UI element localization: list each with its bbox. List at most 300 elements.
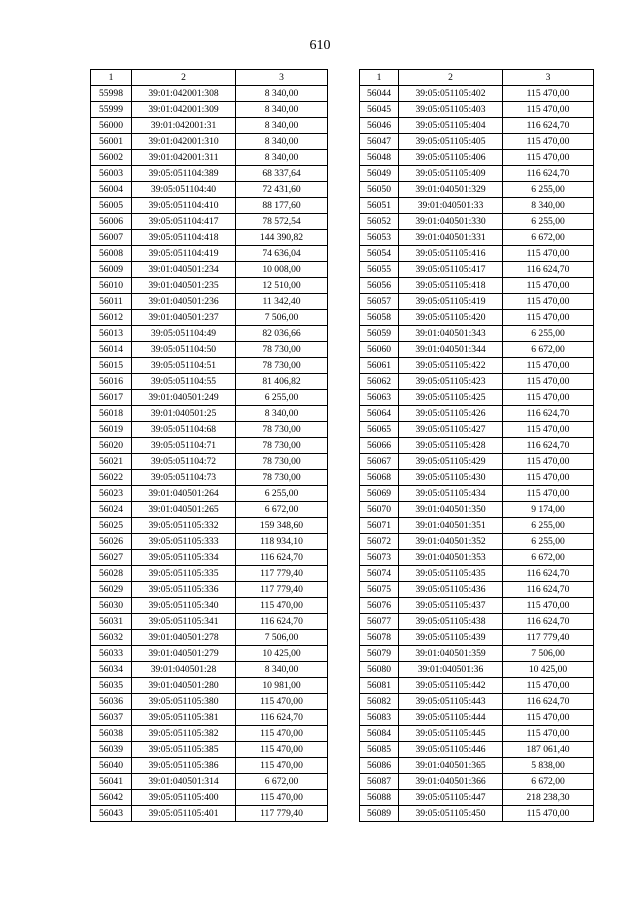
table-row [91,470,328,486]
table-row [360,470,594,486]
cadastral-number: 39:05:051105:422 [399,358,503,374]
cadastral-value: 117 779,40 [236,566,328,582]
cadastral-value: 115 470,00 [503,470,594,486]
cadastral-number: 39:05:051105:423 [399,374,503,390]
table-row [91,374,328,390]
cadastral-number: 39:05:051105:438 [399,614,503,630]
cadastral-number: 39:05:051105:443 [399,694,503,710]
table-row [91,678,328,694]
table-row [91,534,328,550]
row-number: 56087 [360,774,399,790]
cadastral-value: 115 470,00 [503,374,594,390]
column-header-1: 1 [91,70,132,86]
row-number: 55998 [91,86,132,102]
table-row [360,278,594,294]
table-row [360,502,594,518]
row-number: 56038 [91,726,132,742]
cadastral-number: 39:01:040501:350 [399,502,503,518]
row-number: 56071 [360,518,399,534]
table-row [360,678,594,694]
row-number: 56048 [360,150,399,166]
cadastral-value: 159 348,60 [236,518,328,534]
cadastral-value: 88 177,60 [236,198,328,214]
cadastral-value: 115 470,00 [503,806,594,822]
table-row [91,598,328,614]
table-row [360,646,594,662]
cadastral-number: 39:05:051105:385 [132,742,236,758]
table-row [360,550,594,566]
row-number: 56076 [360,598,399,614]
table-row [91,502,328,518]
cadastral-value: 116 624,70 [503,406,594,422]
row-number: 56062 [360,374,399,390]
table-row [91,790,328,806]
table-row [91,438,328,454]
cadastral-number: 39:05:051105:437 [399,598,503,614]
cadastral-number: 39:05:051105:332 [132,518,236,534]
cadastral-value: 115 470,00 [503,422,594,438]
table-row [91,726,328,742]
cadastral-number: 39:01:042001:308 [132,86,236,102]
cadastral-number: 39:01:040501:331 [399,230,503,246]
cadastral-number: 39:01:042001:310 [132,134,236,150]
table-row [91,294,328,310]
cadastral-number: 39:01:040501:353 [399,550,503,566]
cadastral-value: 118 934,10 [236,534,328,550]
cadastral-value: 115 470,00 [236,758,328,774]
table-row [360,406,594,422]
cadastral-number: 39:05:051105:335 [132,566,236,582]
cadastral-value: 115 470,00 [503,294,594,310]
row-number: 56015 [91,358,132,374]
row-number: 56032 [91,630,132,646]
row-number: 56045 [360,102,399,118]
table-row [360,774,594,790]
cadastral-value: 218 238,30 [503,790,594,806]
table-row [360,518,594,534]
table-row [91,86,328,102]
row-number: 56047 [360,134,399,150]
cadastral-number: 39:01:040501:28 [132,662,236,678]
cadastral-value: 78 730,00 [236,422,328,438]
cadastral-number: 39:05:051105:417 [399,262,503,278]
row-number: 56068 [360,470,399,486]
table-row [91,390,328,406]
row-number: 56003 [91,166,132,182]
cadastral-value: 115 470,00 [503,454,594,470]
cadastral-number: 39:05:051105:418 [399,278,503,294]
cadastral-value: 78 730,00 [236,454,328,470]
table-row [91,262,328,278]
row-number: 56005 [91,198,132,214]
cadastral-number: 39:05:051104:40 [132,182,236,198]
cadastral-value: 115 470,00 [503,150,594,166]
cadastral-number: 39:01:042001:31 [132,118,236,134]
cadastral-value: 78 730,00 [236,342,328,358]
table-row [91,102,328,118]
cadastral-value: 10 425,00 [503,662,594,678]
cadastral-number: 39:01:040501:330 [399,214,503,230]
cadastral-value: 115 470,00 [503,278,594,294]
row-number: 56028 [91,566,132,582]
row-number: 56002 [91,150,132,166]
table-header-row [360,70,594,86]
cadastral-number: 39:01:040501:344 [399,342,503,358]
cadastral-number: 39:05:051105:334 [132,550,236,566]
cadastral-value: 115 470,00 [236,598,328,614]
table-row [360,134,594,150]
row-number: 56065 [360,422,399,438]
row-number: 56037 [91,710,132,726]
table-row [360,758,594,774]
cadastral-number: 39:05:051105:450 [399,806,503,822]
row-number: 56020 [91,438,132,454]
cadastral-value: 6 255,00 [503,534,594,550]
row-number: 56039 [91,742,132,758]
cadastral-value: 117 779,40 [236,582,328,598]
cadastral-value: 6 672,00 [503,774,594,790]
row-number: 56024 [91,502,132,518]
cadastral-value: 115 470,00 [503,598,594,614]
cadastral-value: 115 470,00 [503,390,594,406]
table-row [360,806,594,822]
table-row [360,582,594,598]
table-row [360,294,594,310]
cadastral-value: 187 061,40 [503,742,594,758]
row-number: 56006 [91,214,132,230]
row-number: 56053 [360,230,399,246]
cadastral-number: 39:05:051105:409 [399,166,503,182]
cadastral-value: 115 470,00 [503,310,594,326]
cadastral-value: 116 624,70 [503,566,594,582]
cadastral-number: 39:01:040501:359 [399,646,503,662]
table-row [91,230,328,246]
cadastral-number: 39:05:051105:434 [399,486,503,502]
cadastral-number: 39:05:051104:419 [132,246,236,262]
cadastral-value: 116 624,70 [503,166,594,182]
row-number: 56073 [360,550,399,566]
table-row [360,726,594,742]
row-number: 56089 [360,806,399,822]
row-number: 56084 [360,726,399,742]
cadastral-number: 39:05:051105:426 [399,406,503,422]
row-number: 56088 [360,790,399,806]
table-row [360,454,594,470]
cadastral-number: 39:05:051105:336 [132,582,236,598]
row-number: 56013 [91,326,132,342]
row-number: 56036 [91,694,132,710]
table-row [360,534,594,550]
cadastral-value: 116 624,70 [503,118,594,134]
table-row [91,454,328,470]
cadastral-number: 39:05:051105:404 [399,118,503,134]
cadastral-number: 39:05:051105:400 [132,790,236,806]
table-row [91,646,328,662]
table-row [360,214,594,230]
cadastral-number: 39:05:051105:416 [399,246,503,262]
table-row [91,150,328,166]
cadastral-value: 7 506,00 [503,646,594,662]
table-row [91,694,328,710]
cadastral-value: 9 174,00 [503,502,594,518]
cadastral-value: 115 470,00 [236,790,328,806]
row-number: 56080 [360,662,399,678]
cadastral-number: 39:01:040501:237 [132,310,236,326]
table-row [91,566,328,582]
row-number: 56083 [360,710,399,726]
row-number: 56058 [360,310,399,326]
cadastral-number: 39:01:040501:329 [399,182,503,198]
cadastral-value: 78 572,54 [236,214,328,230]
row-number: 56009 [91,262,132,278]
cadastral-value: 144 390,82 [236,230,328,246]
cadastral-value: 116 624,70 [236,710,328,726]
table-row [91,358,328,374]
cadastral-value: 6 255,00 [503,182,594,198]
cadastral-value: 115 470,00 [503,358,594,374]
table-row [360,230,594,246]
cadastral-number: 39:05:051105:403 [399,102,503,118]
cadastral-value: 116 624,70 [503,438,594,454]
table-row [360,422,594,438]
row-number: 56007 [91,230,132,246]
row-number: 56078 [360,630,399,646]
cadastral-number: 39:05:051104:51 [132,358,236,374]
table-row [91,582,328,598]
cadastral-number: 39:05:051105:401 [132,806,236,822]
registry-table-right [359,69,594,822]
row-number: 56054 [360,246,399,262]
row-number: 56010 [91,278,132,294]
row-number: 56030 [91,598,132,614]
table-row [360,246,594,262]
cadastral-value: 116 624,70 [503,694,594,710]
table-row [91,310,328,326]
cadastral-number: 39:05:051105:444 [399,710,503,726]
cadastral-number: 39:05:051104:389 [132,166,236,182]
cadastral-number: 39:01:040501:264 [132,486,236,502]
cadastral-number: 39:05:051104:50 [132,342,236,358]
table-row [91,710,328,726]
cadastral-value: 6 255,00 [236,390,328,406]
cadastral-number: 39:05:051105:428 [399,438,503,454]
cadastral-value: 8 340,00 [503,198,594,214]
cadastral-value: 115 470,00 [503,486,594,502]
cadastral-value: 6 255,00 [503,214,594,230]
cadastral-number: 39:01:040501:366 [399,774,503,790]
table-row [91,550,328,566]
cadastral-value: 115 470,00 [503,102,594,118]
table-row [360,710,594,726]
cadastral-number: 39:05:051104:49 [132,326,236,342]
row-number: 56050 [360,182,399,198]
cadastral-value: 8 340,00 [236,150,328,166]
cadastral-number: 39:01:040501:343 [399,326,503,342]
cadastral-number: 39:05:051105:427 [399,422,503,438]
table-row [91,118,328,134]
cadastral-value: 10 981,00 [236,678,328,694]
table-row [91,246,328,262]
row-number: 56082 [360,694,399,710]
table-row [91,278,328,294]
cadastral-value: 8 340,00 [236,86,328,102]
cadastral-value: 82 036,66 [236,326,328,342]
table-row [91,342,328,358]
cadastral-number: 39:05:051105:436 [399,582,503,598]
cadastral-number: 39:01:040501:236 [132,294,236,310]
cadastral-number: 39:05:051105:341 [132,614,236,630]
row-number: 56016 [91,374,132,390]
cadastral-value: 78 730,00 [236,438,328,454]
cadastral-value: 8 340,00 [236,406,328,422]
column-header-2: 2 [132,70,236,86]
cadastral-value: 115 470,00 [503,86,594,102]
cadastral-value: 115 470,00 [503,246,594,262]
table-row [360,486,594,502]
cadastral-number: 39:05:051105:439 [399,630,503,646]
cadastral-number: 39:01:040501:278 [132,630,236,646]
cadastral-number: 39:05:051104:68 [132,422,236,438]
column-header-2: 2 [399,70,503,86]
row-number: 56067 [360,454,399,470]
table-row [360,566,594,582]
cadastral-value: 116 624,70 [503,262,594,278]
page-number: 610 [309,38,331,53]
table-row [91,662,328,678]
cadastral-number: 39:01:040501:234 [132,262,236,278]
cadastral-number: 39:01:040501:36 [399,662,503,678]
row-number: 56081 [360,678,399,694]
table-row [91,182,328,198]
cadastral-number: 39:05:051105:420 [399,310,503,326]
row-number: 56026 [91,534,132,550]
row-number: 56033 [91,646,132,662]
table-row [91,518,328,534]
row-number: 56079 [360,646,399,662]
cadastral-value: 116 624,70 [236,550,328,566]
row-number: 56072 [360,534,399,550]
cadastral-value: 115 470,00 [236,726,328,742]
cadastral-number: 39:05:051104:72 [132,454,236,470]
cadastral-number: 39:05:051104:417 [132,214,236,230]
cadastral-number: 39:05:051105:386 [132,758,236,774]
cadastral-number: 39:01:040501:235 [132,278,236,294]
row-number: 56077 [360,614,399,630]
table-row [360,198,594,214]
table-row [360,630,594,646]
cadastral-number: 39:01:040501:265 [132,502,236,518]
cadastral-number: 39:01:040501:365 [399,758,503,774]
cadastral-number: 39:05:051105:405 [399,134,503,150]
table-row [360,742,594,758]
row-number: 56001 [91,134,132,150]
cadastral-number: 39:05:051105:430 [399,470,503,486]
table-row [360,86,594,102]
row-number: 55999 [91,102,132,118]
cadastral-number: 39:05:051105:381 [132,710,236,726]
cadastral-value: 6 672,00 [503,342,594,358]
row-number: 56040 [91,758,132,774]
table-row [360,598,594,614]
row-number: 56011 [91,294,132,310]
cadastral-value: 115 470,00 [236,694,328,710]
table-row [360,118,594,134]
cadastral-number: 39:05:051104:55 [132,374,236,390]
cadastral-number: 39:01:040501:280 [132,678,236,694]
table-row [91,214,328,230]
row-number: 56029 [91,582,132,598]
cadastral-number: 39:01:042001:309 [132,102,236,118]
cadastral-number: 39:05:051105:402 [399,86,503,102]
cadastral-value: 115 470,00 [503,726,594,742]
table-row [91,422,328,438]
cadastral-value: 6 255,00 [503,518,594,534]
cadastral-number: 39:05:051104:418 [132,230,236,246]
cadastral-value: 117 779,40 [503,630,594,646]
row-number: 56004 [91,182,132,198]
row-number: 56000 [91,118,132,134]
row-number: 56027 [91,550,132,566]
cadastral-value: 115 470,00 [236,742,328,758]
table-row [360,358,594,374]
row-number: 56018 [91,406,132,422]
cadastral-value: 78 730,00 [236,470,328,486]
cadastral-value: 8 340,00 [236,662,328,678]
cadastral-value: 115 470,00 [503,134,594,150]
row-number: 56085 [360,742,399,758]
cadastral-value: 6 672,00 [236,502,328,518]
table-row [360,150,594,166]
table-row [360,326,594,342]
row-number: 56049 [360,166,399,182]
row-number: 56014 [91,342,132,358]
cadastral-value: 78 730,00 [236,358,328,374]
cadastral-value: 6 255,00 [503,326,594,342]
cadastral-number: 39:01:040501:314 [132,774,236,790]
cadastral-number: 39:01:040501:249 [132,390,236,406]
cadastral-number: 39:01:040501:25 [132,406,236,422]
cadastral-value: 5 838,00 [503,758,594,774]
cadastral-value: 116 624,70 [236,614,328,630]
row-number: 56025 [91,518,132,534]
cadastral-number: 39:05:051105:333 [132,534,236,550]
cadastral-number: 39:05:051104:410 [132,198,236,214]
cadastral-number: 39:01:040501:33 [399,198,503,214]
column-header-1: 1 [360,70,399,86]
table-row [360,310,594,326]
row-number: 56031 [91,614,132,630]
cadastral-number: 39:01:040501:351 [399,518,503,534]
column-header-3: 3 [503,70,594,86]
table-row [91,758,328,774]
row-number: 56070 [360,502,399,518]
row-number: 56075 [360,582,399,598]
table-row [91,198,328,214]
cadastral-value: 8 340,00 [236,134,328,150]
cadastral-number: 39:05:051104:73 [132,470,236,486]
row-number: 56056 [360,278,399,294]
cadastral-number: 39:05:051105:380 [132,694,236,710]
row-number: 56022 [91,470,132,486]
row-number: 56035 [91,678,132,694]
cadastral-number: 39:05:051104:71 [132,438,236,454]
row-number: 56043 [91,806,132,822]
cadastral-number: 39:05:051105:446 [399,742,503,758]
row-number: 56057 [360,294,399,310]
row-number: 56008 [91,246,132,262]
column-header-3: 3 [236,70,328,86]
table-row [91,166,328,182]
